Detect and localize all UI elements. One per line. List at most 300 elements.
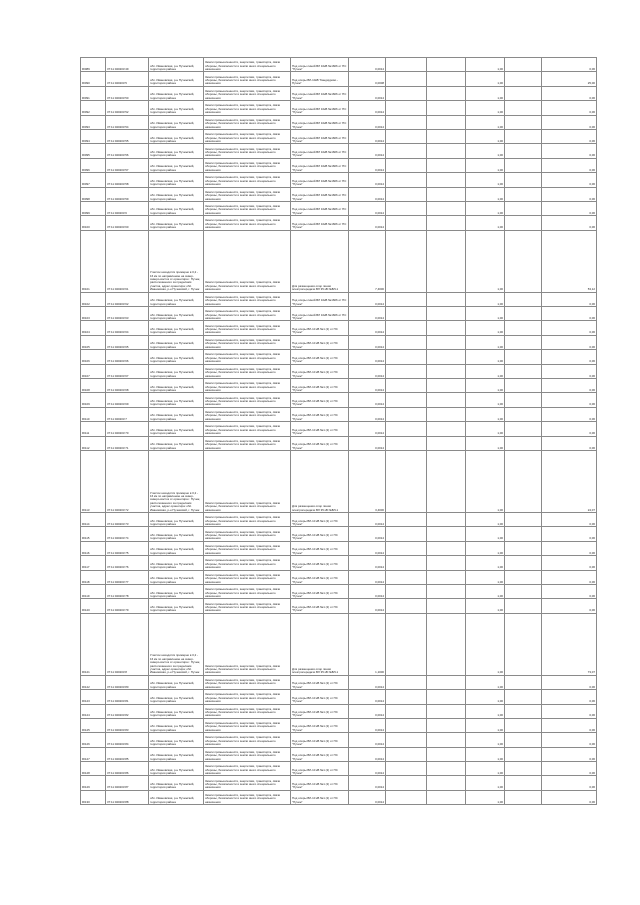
area-cell: 0,0014 [349,747,386,761]
value-cell: 0,06 [542,512,597,526]
empty-cell [505,599,542,613]
coefficient-cell: 1,00 [466,321,505,335]
table-row [81,292,597,306]
row-number-cell: RI115 [81,527,106,541]
area-cell: 0,0008 [349,72,386,86]
area-cell: 0,0014 [349,115,386,129]
empty-cell [386,790,427,804]
row-number-cell: RI097 [81,173,106,187]
address-cell: обл. Ивановская, р-н Пучежский, территория района [149,776,204,790]
empty-cell [427,556,466,570]
land-category-cell: Земли промышленности, энергетики, транспорта, связи обороны, безопасности и земли иного специального назначения [204,187,291,201]
coefficient-cell: 1,00 [466,690,505,704]
coefficient-cell: 1,00 [466,216,505,230]
empty-cell [505,541,542,555]
value-cell: 0,06 [542,675,597,689]
row-number-cell: RI113 [81,450,106,512]
land-category-cell: Земли промышленности, энергетики, транспорта, связи обороны, безопасности и земли иного специального назначения [204,335,291,349]
area-cell: 0,0014 [349,436,386,450]
address-cell: обл. Ивановская, р-н Пучежский, территория района [149,201,204,215]
table-row [81,762,597,776]
coefficient-cell: 1,00 [466,364,505,378]
empty-cell [427,450,466,512]
empty-cell [427,72,466,86]
empty-cell [386,201,427,215]
area-cell: 0,0014 [349,158,386,172]
row-number-cell: RI108 [81,379,106,393]
cadastral-number-cell: 37:11:040203:56 [106,144,149,158]
permitted-use-cell: Под опоры ВЛ-10 кВ №1 (2) от ПС "Пучеж" [291,393,349,407]
address-cell: обл. Ивановская, р-н Пучежский, территория района [149,335,204,349]
empty-cell [505,675,542,689]
row-number-cell: RI089 [81,58,106,72]
area-cell: 3,4000 [349,450,386,512]
table-row [81,747,597,761]
area-cell: 0,0014 [349,762,386,776]
table-row [81,187,597,201]
empty-cell [427,216,466,230]
row-number-cell: RI120 [81,599,106,613]
address-cell: обл. Ивановская, р-н Пучежский, территория района [149,379,204,393]
cadastral-number-cell: 37:11:040203:70 [106,422,149,436]
table-row [81,173,597,187]
coefficient-cell: 1,00 [466,86,505,100]
empty-cell [427,230,466,292]
address-cell: обл. Ивановская, р-н Пучежский, территория района [149,527,204,541]
area-cell: 0,0014 [349,350,386,364]
address-cell: обл. Ивановская, р-н Пучежский, территория района [149,86,204,100]
empty-cell [427,86,466,100]
cadastral-number-cell: 37:11:040203:63 [106,307,149,321]
area-cell: 0,0014 [349,216,386,230]
row-number-cell: RI103 [81,307,106,321]
empty-cell [505,321,542,335]
coefficient-cell: 1,00 [466,307,505,321]
empty-cell [427,350,466,364]
coefficient-cell: 1,00 [466,450,505,512]
area-cell: 1,1000 [349,613,386,675]
cadastral-number-cell: 37:11:040203:79 [106,599,149,613]
address-cell: обл. Ивановская, р-н Пучежский, территория района [149,144,204,158]
empty-cell [386,101,427,115]
empty-cell [386,704,427,718]
table-row [81,72,597,86]
permitted-use-cell: Под опоры линий ВЛ 10кВ №1606 от ПС "Пучеж" [291,173,349,187]
value-cell: 0,06 [542,747,597,761]
address-cell: обл. Ивановская, р-н Пучежский, территория района [149,512,204,526]
permitted-use-cell: Под опоры линий ВЛ 10кВ №1606 от ПС "Пучеж" [291,216,349,230]
address-cell: обл. Ивановская, р-н Пучежский, территория района [149,704,204,718]
cadastral-number-cell: 37:11:040203:80 [106,675,149,689]
cadastral-number-cell: 37:11:040203:62 [106,292,149,306]
empty-cell [427,158,466,172]
row-number-cell: RI126 [81,733,106,747]
empty-cell [505,58,542,72]
address-cell: обл. Ивановская, р-н Пучежский, территория района [149,422,204,436]
coefficient-cell: 1,00 [466,379,505,393]
coefficient-cell: 1,00 [466,292,505,306]
cadastral-number-cell: 37:11:040203:77 [106,570,149,584]
cadastral-number-cell: 37:11:040203:61 [106,230,149,292]
table-row [81,86,597,100]
area-cell: 0,0014 [349,527,386,541]
row-number-cell: RI129 [81,776,106,790]
row-number-cell: RI119 [81,584,106,598]
coefficient-cell: 1,00 [466,407,505,421]
cadastral-number-cell: 37:11:040203:49 [106,58,149,72]
table-row [81,201,597,215]
table-row [81,350,597,364]
land-category-cell: Земли промышленности, энергетики, транспорта, связи обороны, безопасности и земли иного специального назначения [204,704,291,718]
value-cell: 0,06 [542,86,597,100]
address-cell: обл. Ивановская, р-н Пучежский, территория района [149,584,204,598]
value-cell: 0,06 [542,292,597,306]
land-category-cell: Земли промышленности, энергетики, транспорта, связи обороны, безопасности и земли иного специального назначения [204,599,291,613]
address-cell: обл. Ивановская, р-н Пучежский, территория района [149,436,204,450]
cadastral-number-cell: 37:11:040203:88 [106,790,149,804]
value-cell: 0,06 [542,201,597,215]
empty-cell [386,570,427,584]
row-number-cell: RI104 [81,321,106,335]
row-number-cell: RI124 [81,704,106,718]
land-category-cell: Земли промышленности, энергетики, транспорта, связи обороны, безопасности и земли иного специального назначения [204,790,291,804]
empty-cell [386,675,427,689]
cadastral-number-cell: 37:11:040203:69 [106,393,149,407]
empty-cell [505,776,542,790]
value-cell: 0,06 [542,584,597,598]
empty-cell [386,527,427,541]
cadastral-number-cell: 37:11:040203:8 [106,613,149,675]
permitted-use-cell: Для размещения опор линии электропередачи ВЛ 35 кВ №ВЛ-1 [291,450,349,512]
empty-cell [505,613,542,675]
address-cell: обл. Ивановская, р-н Пучежский, территория района [149,762,204,776]
value-cell: 0,06 [542,129,597,143]
permitted-use-cell: Под опоры ВЛ-10 кВ №1 (2) от ПС "Пучеж" [291,570,349,584]
value-cell: 0,06 [542,718,597,732]
permitted-use-cell: Под опоры линий ВЛ 10кВ №1606 от ПС "Пучеж" [291,101,349,115]
table-row [81,58,597,72]
empty-cell [427,201,466,215]
coefficient-cell: 1,00 [466,512,505,526]
permitted-use-cell: Под опоры ВЛ-10 кВ №1 (2) от ПС "Пучеж" [291,556,349,570]
coefficient-cell: 1,00 [466,613,505,675]
empty-cell [386,512,427,526]
area-cell: 0,0014 [349,187,386,201]
table-row [81,541,597,555]
empty-cell [505,335,542,349]
area-cell: 0,0014 [349,599,386,613]
empty-cell [427,762,466,776]
area-cell: 0,0014 [349,570,386,584]
coefficient-cell: 1,00 [466,776,505,790]
empty-cell [386,584,427,598]
empty-cell [505,292,542,306]
area-cell: 0,0014 [349,393,386,407]
empty-cell [386,422,427,436]
empty-cell [427,101,466,115]
coefficient-cell: 1,00 [466,599,505,613]
cadastral-number-cell: 37:11:040203:57 [106,158,149,172]
empty-cell [505,704,542,718]
permitted-use-cell: Под опоры ВЛ-10 кВ №1 (2) от ПС "Пучеж" [291,762,349,776]
coefficient-cell: 1,00 [466,733,505,747]
area-cell: 0,0014 [349,407,386,421]
empty-cell [505,379,542,393]
land-category-cell: Земли промышленности, энергетики, транспорта, связи обороны, безопасности и земли иного специального назначения [204,436,291,450]
land-category-cell: Земли промышленности, энергетики, транспорта, связи обороны, безопасности и земли иного специального назначения [204,292,291,306]
permitted-use-cell: Под опоры линий ВЛ 10кВ №1606 от ПС "Пучеж" [291,187,349,201]
land-category-cell: Земли промышленности, энергетики, транспорта, связи обороны, безопасности и земли иного специального назначения [204,379,291,393]
empty-cell [386,747,427,761]
value-cell: 0,06 [542,364,597,378]
address-cell: обл. Ивановская, р-н Пучежский, территория района [149,747,204,761]
value-cell: 24,07 [542,450,597,512]
land-category-cell: Земли промышленности, энергетики, транспорта, связи обороны, безопасности и земли иного специального назначения [204,407,291,421]
table-row [81,675,597,689]
empty-cell [427,379,466,393]
area-cell: 0,0014 [349,58,386,72]
table-row [81,512,597,526]
coefficient-cell: 1,00 [466,704,505,718]
empty-cell [386,599,427,613]
permitted-use-cell: Под опоры линий ВЛ 10кВ №1606 от ПС "Пучеж" [291,86,349,100]
empty-cell [386,556,427,570]
land-category-cell: Земли промышленности, энергетики, транспорта, связи обороны, безопасности и земли иного специального назначения [204,733,291,747]
empty-cell [505,101,542,115]
area-cell: 0,0014 [349,129,386,143]
coefficient-cell: 1,00 [466,58,505,72]
coefficient-cell: 1,00 [466,201,505,215]
permitted-use-cell: Под опоры ВЛ-10 кВ №1 (2) от ПС "Пучеж" [291,364,349,378]
coefficient-cell: 1,00 [466,570,505,584]
cadastral-number-cell: 37:11:040203:66 [106,350,149,364]
table-row [81,335,597,349]
table-row [81,379,597,393]
value-cell: 25,00 [542,72,597,86]
permitted-use-cell: Под опоры ВЛ-10 кВ №1 (2) от ПС "Пучеж" [291,335,349,349]
empty-cell [427,527,466,541]
permitted-use-cell: Под опоры ВЛ-10 кВ №1 (2) от ПС "Пучеж" [291,599,349,613]
row-number-cell: RI093 [81,115,106,129]
empty-cell [505,733,542,747]
value-cell: 0,06 [542,541,597,555]
row-number-cell: RI109 [81,393,106,407]
value-cell: 0,06 [542,422,597,436]
land-category-cell: Земли промышленности, энергетики, транспорта, связи обороны, безопасности и земли иного специального назначения [204,512,291,526]
row-number-cell: RI128 [81,762,106,776]
value-cell: 0,06 [542,115,597,129]
value-cell: 0,06 [542,570,597,584]
empty-cell [427,776,466,790]
empty-cell [386,307,427,321]
empty-cell [427,115,466,129]
empty-cell [386,393,427,407]
empty-cell [505,512,542,526]
area-cell: 0,0014 [349,173,386,187]
empty-cell [427,335,466,349]
permitted-use-cell: Под опоры линий ВЛ 10кВ №1606 от ПС "Пучеж" [291,58,349,72]
empty-cell [386,776,427,790]
value-cell: 73,07 [542,613,597,675]
value-cell: 0,06 [542,690,597,704]
empty-cell [505,230,542,292]
cadastral-number-cell: 37:11:040203:50 [106,86,149,100]
empty-cell [427,599,466,613]
value-cell: 0,06 [542,407,597,421]
permitted-use-cell: Под опоры ВЛ-10 кВ №1 (2) от ПС "Пучеж" [291,436,349,450]
permitted-use-cell: Под опоры ВЛ-10 кВ №1 (2) от ПС "Пучеж" [291,350,349,364]
land-category-cell: Земли промышленности, энергетики, транспорта, связи обороны, безопасности и земли иного специального назначения [204,321,291,335]
empty-cell [386,379,427,393]
empty-cell [427,393,466,407]
table-row [81,450,597,512]
permitted-use-cell: Для размещения опор линии электропередачи ВЛ 35 кВ №ВЛ-1 [291,613,349,675]
row-number-cell: RI110 [81,407,106,421]
empty-cell [505,718,542,732]
area-cell: 0,0014 [349,790,386,804]
cadastral-number-cell: 37:11:040203:73 [106,512,149,526]
empty-cell [427,58,466,72]
value-cell: 0,06 [542,144,597,158]
empty-cell [427,541,466,555]
table-row [81,690,597,704]
empty-cell [427,733,466,747]
empty-cell [505,187,542,201]
table-row [81,158,597,172]
coefficient-cell: 1,00 [466,350,505,364]
permitted-use-cell: Под опоры ВЛ-10 кВ №1 (2) от ПС "Пучеж" [291,733,349,747]
empty-cell [386,450,427,512]
empty-cell [427,675,466,689]
row-number-cell: RI105 [81,335,106,349]
coefficient-cell: 1,00 [466,173,505,187]
empty-cell [427,129,466,143]
empty-cell [386,613,427,675]
area-cell: 7,4000 [349,230,386,292]
empty-cell [505,527,542,541]
empty-cell [386,216,427,230]
value-cell: 0,06 [542,158,597,172]
table-row [81,321,597,335]
area-cell: 0,0014 [349,718,386,732]
coefficient-cell: 1,00 [466,129,505,143]
empty-cell [505,570,542,584]
table-row [81,436,597,450]
address-cell: обл. Ивановская, р-н Пучежский, территория района [149,718,204,732]
value-cell: 0,06 [542,556,597,570]
empty-cell [427,173,466,187]
land-category-cell: Земли промышленности, энергетики, транспорта, связи обороны, безопасности и земли иного специального назначения [204,216,291,230]
value-cell: 0,06 [542,790,597,804]
row-number-cell: RI111 [81,422,106,436]
land-category-cell: Земли промышленности, энергетики, транспорта, связи обороны, безопасности и земли иного специального назначения [204,364,291,378]
table-row [81,599,597,613]
empty-cell [427,364,466,378]
permitted-use-cell: Для размещения опор линии электропередачи ВЛ 35 кВ №ВЛ-1 [291,230,349,292]
coefficient-cell: 1,00 [466,762,505,776]
table-row [81,216,597,230]
cadastral-number-cell: 37:11:040203:76 [106,556,149,570]
address-cell: обл. Ивановская, р-н Пучежский, территория района [149,350,204,364]
land-category-cell: Земли промышленности, энергетики, транспорта, связи обороны, безопасности и земли иного специального назначения [204,72,291,86]
row-number-cell: RI102 [81,292,106,306]
address-cell: обл. Ивановская, р-н Пучежский, территория района [149,599,204,613]
value-cell: 0,06 [542,335,597,349]
permitted-use-cell: Под опоры ВЛ-10 кВ №1 (2) от ПС "Пучеж" [291,675,349,689]
cadastral-number-cell: 37:11:040203:78 [106,584,149,598]
table-row [81,115,597,129]
row-number-cell: RI091 [81,86,106,100]
land-category-cell: Земли промышленности, энергетики, транспорта, связи обороны, безопасности и земли иного специального назначения [204,173,291,187]
empty-cell [505,762,542,776]
empty-cell [505,584,542,598]
empty-cell [505,86,542,100]
land-category-cell: Земли промышленности, энергетики, транспорта, связи обороны, безопасности и земли иного специального назначения [204,776,291,790]
permitted-use-cell: Под опоры линий ВЛ 10кВ №1606 от ПС "Пучеж" [291,129,349,143]
empty-cell [505,407,542,421]
land-category-cell: Земли промышленности, энергетики, транспорта, связи обороны, безопасности и земли иного специального назначения [204,584,291,598]
empty-cell [386,144,427,158]
permitted-use-cell: Под опоры ВЛ-10 кВ №1 (2) от ПС "Пучеж" [291,422,349,436]
row-number-cell: RI096 [81,158,106,172]
address-cell: обл. Ивановская, р-н Пучежский, территория района [149,72,204,86]
value-cell: 0,06 [542,101,597,115]
value-cell: 0,06 [542,393,597,407]
row-number-cell: RI090 [81,72,106,86]
address-cell: обл. Ивановская, р-н Пучежский, территория района [149,556,204,570]
value-cell: 0,06 [542,527,597,541]
cadastral-number-cell: 37:11:040203:87 [106,776,149,790]
table-body [81,58,597,805]
land-category-cell: Земли промышленности, энергетики, транспорта, связи обороны, безопасности и земли иного специального назначения [204,58,291,72]
address-cell: обл. Ивановская, р-н Пучежский, территория района [149,321,204,335]
empty-cell [386,158,427,172]
area-cell: 0,0014 [349,86,386,100]
empty-cell [427,704,466,718]
address-cell: обл. Ивановская, р-н Пучежский, территория района [149,393,204,407]
area-cell: 0,0014 [349,584,386,598]
empty-cell [386,292,427,306]
land-category-cell: Земли промышленности, энергетики, транспорта, связи обороны, безопасности и земли иного специального назначения [204,690,291,704]
address-cell: обл. Ивановская, р-н Пучежский, территория района [149,101,204,115]
land-category-cell: Земли промышленности, энергетики, транспорта, связи обороны, безопасности и земли иного специального назначения [204,393,291,407]
empty-cell [505,144,542,158]
land-category-cell: Земли промышленности, энергетики, транспорта, связи обороны, безопасности и земли иного специального назначения [204,747,291,761]
value-cell: 0,06 [542,216,597,230]
land-category-cell: Земли промышленности, энергетики, транспорта, связи обороны, безопасности и земли иного специального назначения [204,144,291,158]
permitted-use-cell: Под опоры линий ВЛ 10кВ №1606 от ПС "Пучеж" [291,201,349,215]
empty-cell [427,436,466,450]
table-row [81,613,597,675]
table-row [81,422,597,436]
permitted-use-cell: Под опоры ВЛ-10 кВ №1 (2) от ПС "Пучеж" [291,776,349,790]
land-category-cell: Земли промышленности, энергетики, транспорта, связи обороны, безопасности и земли иного специального назначения [204,570,291,584]
row-number-cell: RI114 [81,512,106,526]
table-row [81,584,597,598]
land-category-cell: Земли промышленности, энергетики, транспорта, связи обороны, безопасности и земли иного специального назначения [204,115,291,129]
empty-cell [386,718,427,732]
empty-cell [386,321,427,335]
coefficient-cell: 1,00 [466,335,505,349]
land-category-cell: Земли промышленности, энергетики, транспорта, связи обороны, безопасности и земли иного специального назначения [204,230,291,292]
address-cell: обл. Ивановская, р-н Пучежский, территория района [149,790,204,804]
row-number-cell: RI123 [81,690,106,704]
value-cell: 0,06 [542,58,597,72]
permitted-use-cell: Под опоры ВЛ-10 кВ №1 (2) от ПС "Пучеж" [291,718,349,732]
coefficient-cell: 1,00 [466,584,505,598]
register-page [80,57,595,805]
value-cell: 53,12 [542,230,597,292]
